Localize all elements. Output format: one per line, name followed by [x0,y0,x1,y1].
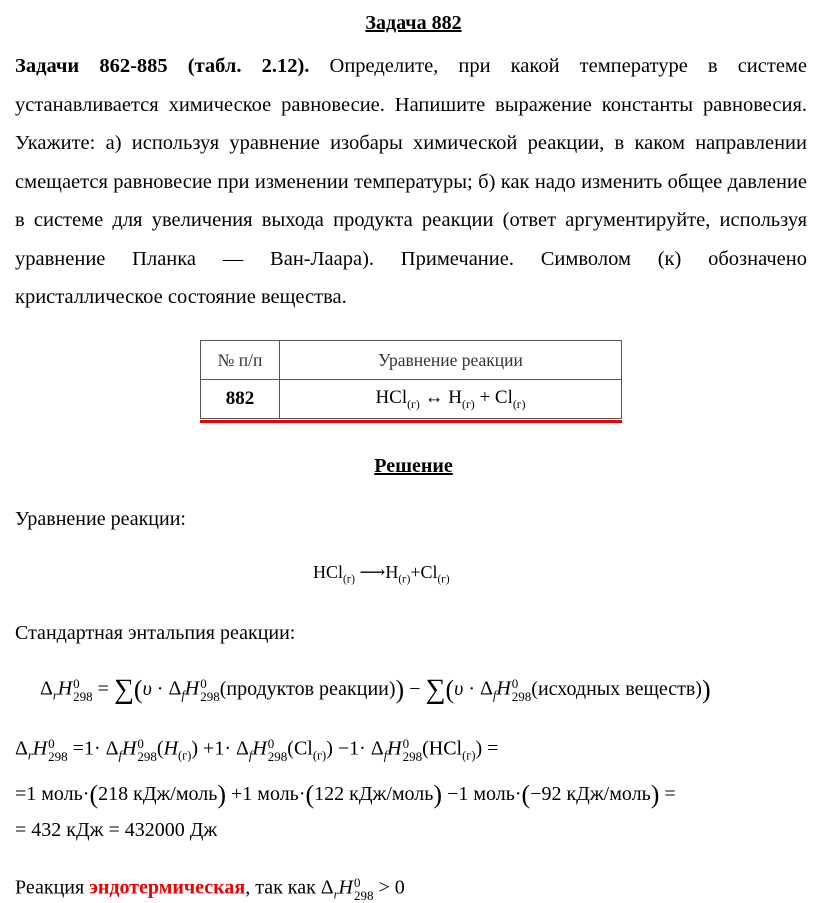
dot: · [93,737,101,760]
equilibrium-arrow: ↔ [424,386,444,408]
endothermic-highlight: эндотермическая [89,876,246,899]
subscript: f [492,689,497,703]
product: Cl [494,386,513,408]
sup-sub [268,737,288,763]
product: H [385,562,399,582]
sup-sub [512,677,532,703]
paren: ( [89,780,99,809]
paren: ( [133,675,143,704]
enthalpy-H: H [338,876,353,899]
task-title: Задача 882 [365,12,462,34]
coef: 1 [214,737,225,760]
product: Cl [420,562,438,582]
conclusion-suffix: , так как [245,876,321,899]
species: H [163,737,179,760]
equals: = [487,737,499,760]
paren: ( [445,675,455,704]
enthalpy-H: H [32,737,48,760]
phase: (г) [462,397,475,411]
equals: = [664,783,676,805]
conclusion-prefix: Реакция [15,876,90,899]
subscript: f [118,748,122,763]
phase: (г) [407,397,420,411]
temperature-subscript: 298 [48,749,68,764]
plus: + [410,562,421,582]
greater-than-zero: > 0 [378,876,405,899]
coef: 1 [349,737,360,760]
delta-symbol: Δ [40,678,53,700]
enthalpy-H: H [184,678,200,700]
table-row [201,380,622,419]
delta-symbol: Δ [370,737,384,760]
enthalpy-result: = 432 кДж = 432000 Дж [15,819,218,841]
standard-superscript: 0 [73,676,80,692]
paren: ) [191,737,199,760]
paren: ) [395,675,405,704]
header-equation: Уравнение реакции [280,341,622,380]
header-number: № п/п [201,341,280,380]
enthalpy-label: Стандартная энтальпия реакции: [15,622,296,644]
sum-sign: ∑ [425,674,446,705]
enthalpy-H: H [387,737,402,760]
task-statement-text: Определите, при какой температуре в системе устанавливается химическое равновесие. Напишите выражение константы равновесия. Укажите: а) используя уравнение изобары химической реакции, в каком направлении смещается равновесие при изменении температуры; б) как надо изменить общее давление в системе для увеличения выхода продукта реакции (ответ аргументируйте, используя уравнение Планка — Ван-Лаара). Примечание. Символом (к) обозначено кристаллическое состояние вещества. [15,55,807,308]
cell-equation [280,380,622,419]
dot: · [82,783,90,805]
sup-sub [200,677,220,703]
phase: (г) [437,573,450,586]
equals: = [72,737,84,760]
enthalpy-symbol [236,737,287,763]
temperature-subscript: 298 [73,689,93,705]
term: −1 моль [447,783,515,805]
coef: 1 [83,737,94,760]
term: =1 моль [15,783,83,805]
reaction-label: Уравнение реакции: [15,508,186,530]
temperature-subscript: 298 [353,888,374,903]
equals: = [97,678,109,700]
enthalpy-symbol [480,677,531,703]
delta-symbol: Δ [235,737,249,760]
paren: ( [521,780,531,809]
dot: · [156,678,164,700]
standard-superscript: 0 [48,736,55,751]
paren: ( [305,780,315,809]
subscript: f [181,689,185,703]
reaction-table [200,340,622,419]
temperature-subscript: 298 [267,749,288,764]
sum-sign: ∑ [113,674,134,705]
enthalpy-H: H [57,678,73,700]
paren: ) [701,675,711,704]
dot: · [224,737,231,760]
delta-symbol: Δ [320,876,334,899]
subscript: f [248,748,253,763]
standard-superscript: 0 [353,875,361,890]
sup-sub [137,737,157,763]
enthalpy-symbol [106,737,157,763]
plus: + [479,386,491,408]
sup-sub [73,677,93,703]
standard-superscript: 0 [200,676,207,692]
paren: ( [287,737,294,760]
nu: υ [454,678,464,700]
enthalpy-substitution [15,737,498,763]
minus: − [337,737,350,760]
reactant: HCl [313,562,344,582]
phase: (г) [512,397,526,411]
reactant: HCl [375,386,408,408]
paren: ) [326,737,333,760]
task-statement-bold: Задачи 862-885 (табл. 2.12). [15,55,310,77]
paren: ( [422,737,429,760]
products-text: (продуктов реакции) [219,678,396,700]
temperature-subscript: 298 [200,689,220,705]
standard-superscript: 0 [402,736,410,751]
temperature-subscript: 298 [137,749,157,764]
term: +1 моль [231,783,299,805]
enthalpy-numeric [15,782,676,808]
enthalpy-symbol [15,737,68,763]
task-statement [15,47,807,317]
delta-symbol: Δ [168,678,182,700]
hess-law-formula [40,676,711,704]
sup-sub [48,737,68,763]
enthalpy-symbol [371,737,422,763]
paren: ) [217,780,227,809]
dot: · [468,678,475,700]
sup-sub [354,876,374,902]
dot: · [298,783,306,805]
subscript: r [52,689,58,703]
paren: ) [433,780,443,809]
delta-symbol: Δ [105,737,119,760]
phase: (г) [398,573,411,586]
value: 122 кДж/моль [314,783,434,805]
red-underline [200,420,622,423]
nu: υ [142,678,152,700]
delta-symbol: Δ [480,678,493,700]
enthalpy-symbol [321,876,374,902]
phase: (г) [178,748,192,763]
reactants-text: (исходных веществ) [531,678,702,700]
minus: − [409,678,421,700]
phase: (г) [312,748,327,763]
standard-superscript: 0 [511,676,519,692]
reaction-arrow: ⟶ [359,562,386,582]
paren: ( [156,737,164,760]
phase: (г) [343,573,356,586]
sup-sub [403,737,423,763]
cell-number: 882 [201,380,280,419]
reaction-equation [313,563,450,586]
enthalpy-H: H [496,678,511,700]
temperature-subscript: 298 [402,749,423,764]
table-header-row [201,341,622,380]
plus: + [203,737,215,760]
phase: (г) [462,748,476,763]
standard-superscript: 0 [267,736,275,751]
dot: · [514,783,522,805]
subscript: r [333,887,339,902]
value: −92 кДж/моль [530,783,651,805]
subscript: f [383,748,388,763]
enthalpy-symbol [40,677,93,703]
temperature-subscript: 298 [511,689,532,705]
species: Cl [293,737,313,760]
delta-symbol: Δ [15,737,28,760]
species: HCl [428,737,463,760]
value: 218 кДж/моль [98,783,218,805]
conclusion [15,876,405,902]
product: H [448,386,463,408]
enthalpy-H: H [252,737,267,760]
enthalpy-symbol [168,677,219,703]
paren: ) [650,780,660,809]
enthalpy-H: H [121,737,137,760]
subscript: r [27,748,33,763]
paren: ) [475,737,483,760]
dot: · [359,737,366,760]
solution-heading: Решение [374,455,453,477]
standard-superscript: 0 [137,736,144,751]
